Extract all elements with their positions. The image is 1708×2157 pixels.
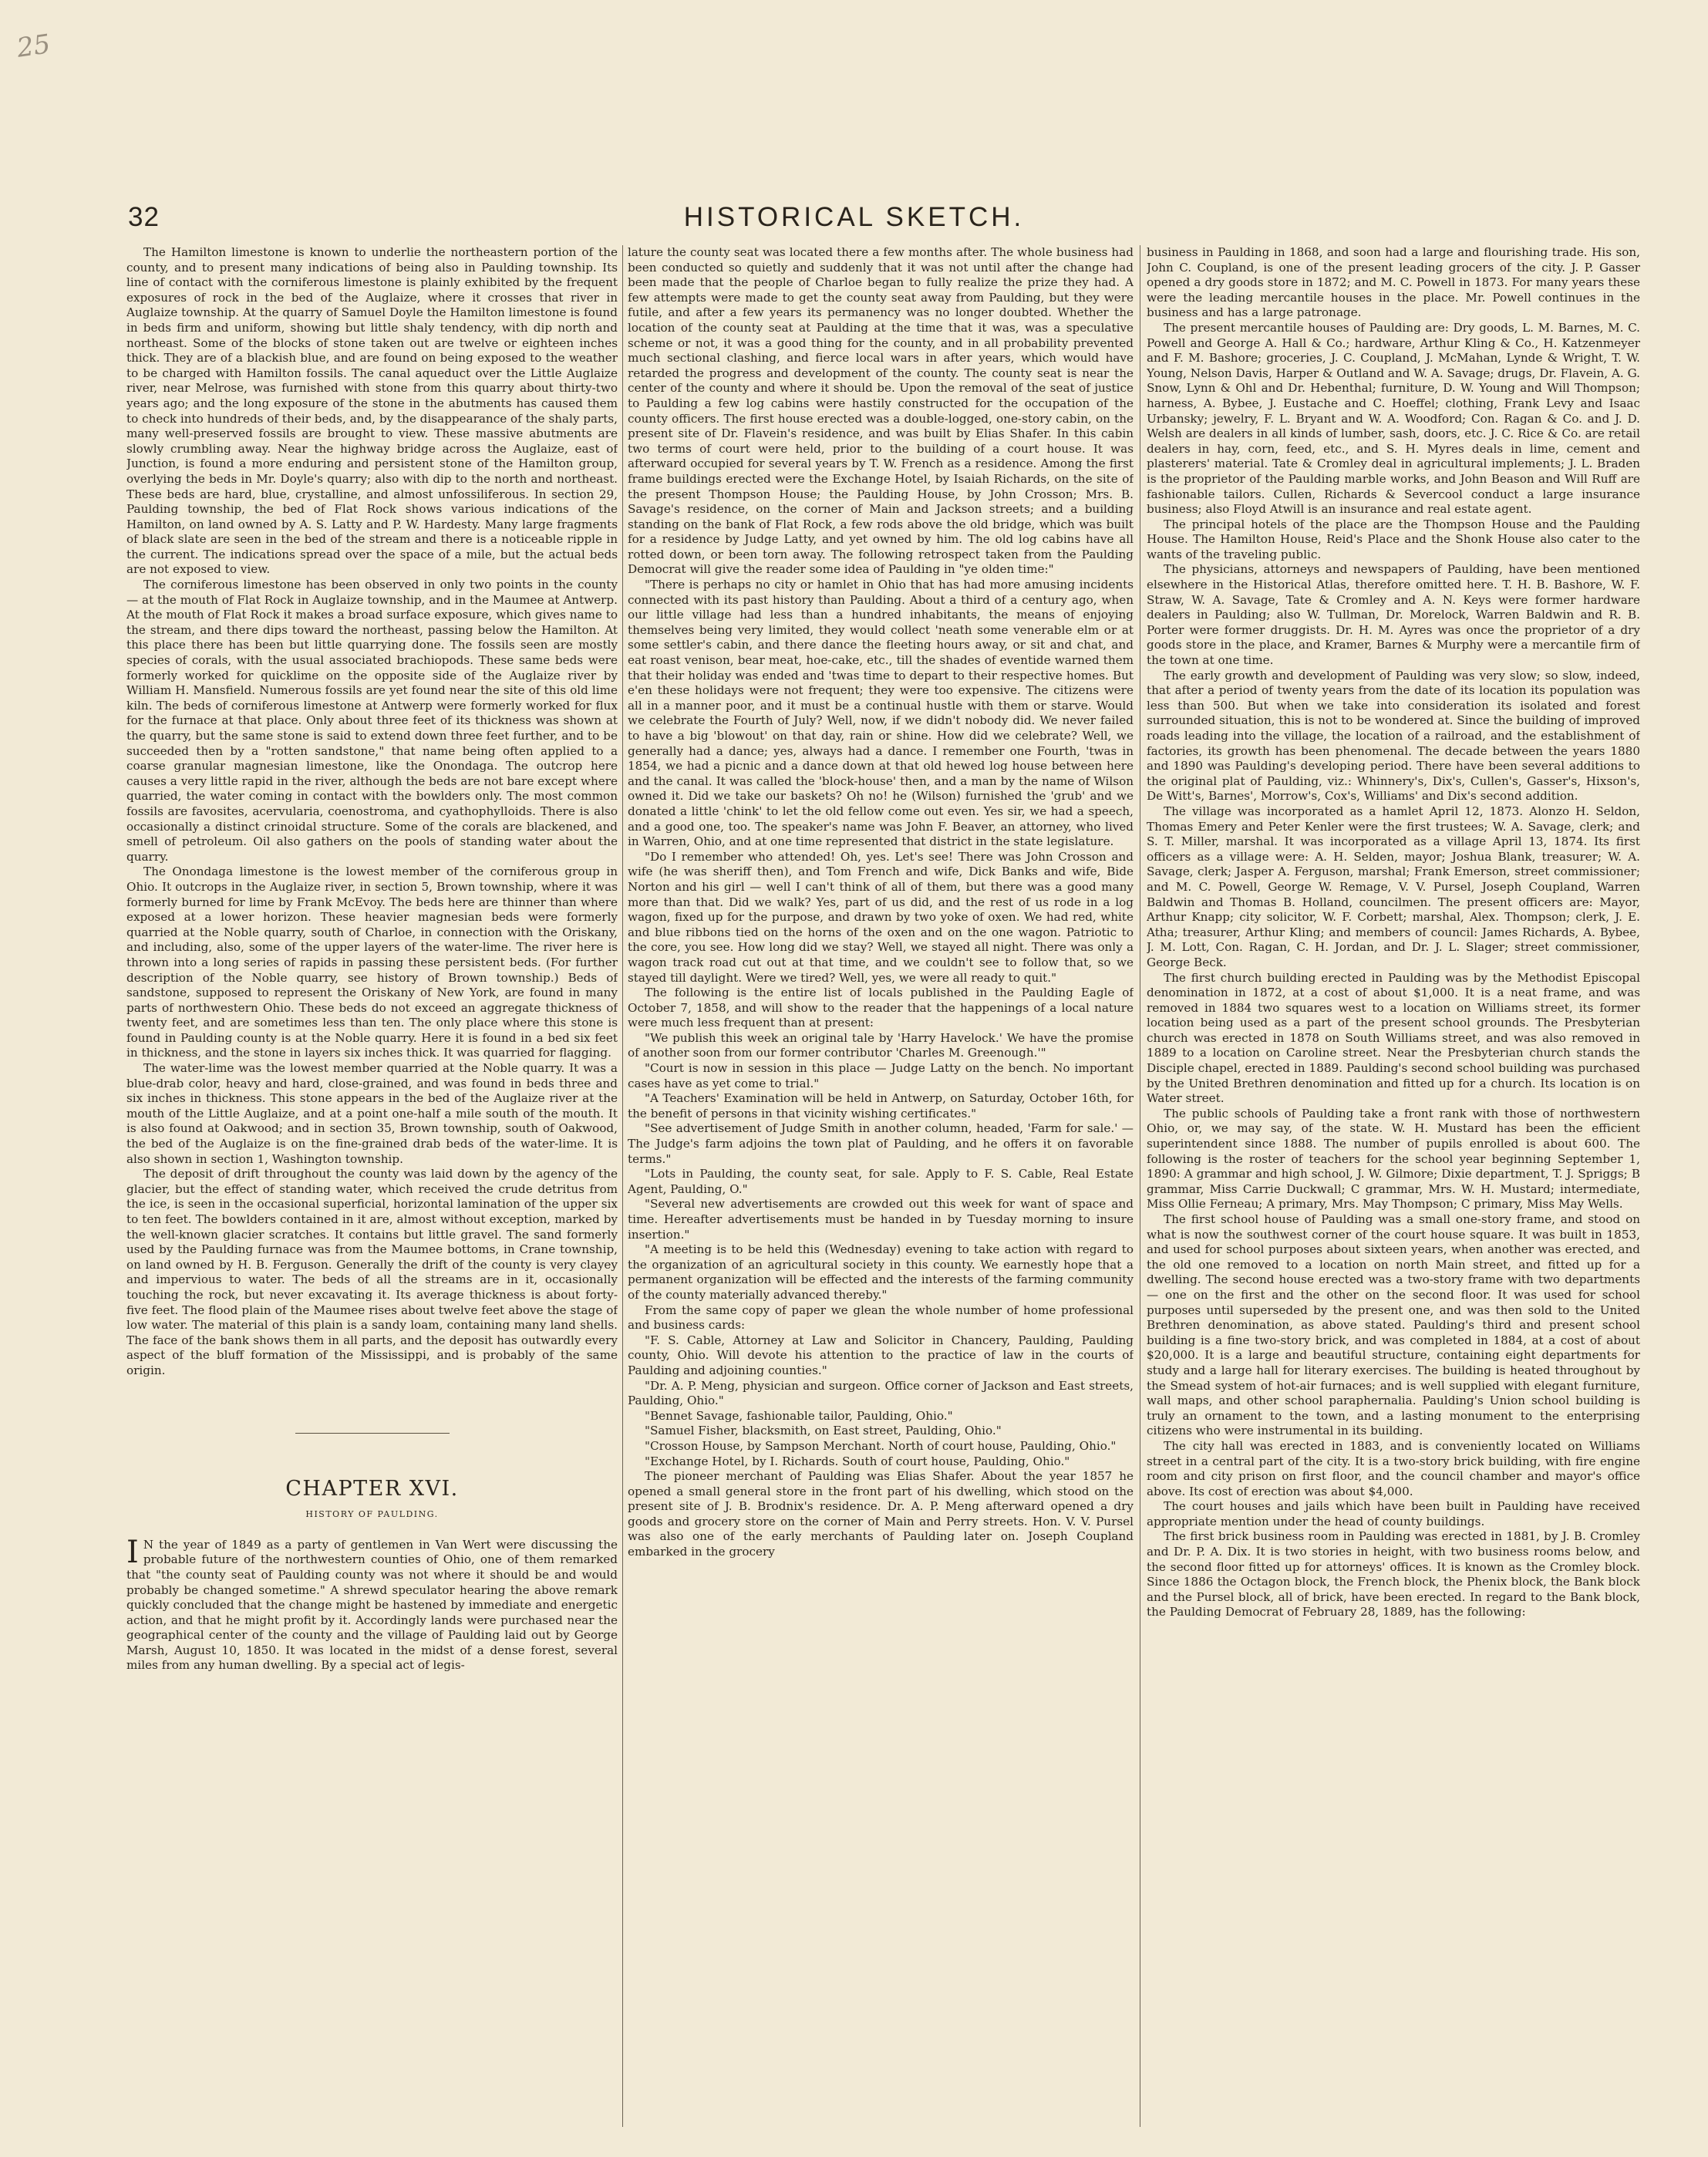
column-2 xyxy=(628,245,1134,2134)
column-divider xyxy=(622,245,623,2127)
paragraph: "We publish this week an original tale by 'Harry Havelock.' We have the promise of another soon from our former contributor 'Charles M. Greenough.'" xyxy=(628,1030,1134,1060)
paragraph: business in Paulding in 1868, and soon had a large and flourishing trade. His son, John C. Coupland, is one of the present leading grocers of the city. J. P. Gasser opened a dry goods store in 1872; and M. C. Powell in 1873. For many years these were the leading mercantile houses in the place. Mr. Powell continues in the business and has a large patronage. xyxy=(1147,245,1640,320)
paragraph: "F. S. Cable, Attorney at Law and Solicitor in Chancery, Paulding, Paulding county, Ohio. Will devote his attention to the practice of law in the courts of Paulding and adjoining counties." xyxy=(628,1333,1134,1377)
chapter-title: CHAPTER XVI. xyxy=(285,1476,459,1501)
paragraph: "Samuel Fisher, blacksmith, on East street, Paulding, Ohio." xyxy=(645,1424,1002,1438)
paragraph: The early growth and development of Paulding was very slow; so slow, indeed, that after a period of twenty years from the date of its location its population was less than 500. But when we take into consideration its isolated and forest surrounded situation, this is not to be wondered at. Since the building of improved roads leading into the village, the location of a railroad, and the establishment of factories, its growth has been phenomenal. The decade between the years 1880 and 1890 was Paulding's developing period. There have been several additions to the original plat of Paulding, viz.: Whinnery's, Dix's, Cullen's, Gasser's, Hixson's, De Witt's, Barnes', Morrow's, Cox's, Williams' and Dix's second addition. xyxy=(1147,668,1640,804)
chapter-opening-text: N the year of 1849 as a party of gentlemen in Van Wert were discussing the probable future of the northwestern counties of Ohio, one of them remarked that "the county seat of Paulding county was not where it should be and would probably be changed sometime." A shrewd speculator hearing the above remark quickly concluded that the change might be hastened by immediate and energetic action, and that he might profit by it. Accordingly lands were purchased near the geographical center of the county and the village of Paulding laid out by George Marsh, August 10, 1850. It was located in the midst of a dense forest, several miles from any human dwelling. By a special act of legis- xyxy=(126,1537,618,1673)
column-1 xyxy=(126,245,618,2134)
paragraph: The corniferous limestone has been observed in only two points in the county — at the mouth of Flat Rock in Auglaize township, and in the Maumee at Antwerp. At the mouth of Flat Rock it makes a broad surface exposure, which gives name to the stream, and there dips toward the northeast, passing below the Hamilton. At this place there has been but little quarrying done. The fossils seen are mostly species of corals, with the usual associated brachiopods. These same beds were formerly worked for quicklime on the opposite side of the Auglaize river by William H. Mansfield. Numerous fossils are yet found near the site of this old lime kiln. The beds of corniferous limestone at Antwerp were formerly worked for flux for the furnace at that place. Only about three feet of its thickness was shown at the quarry, but the same stone is said to extend down three feet further, and to be succeeded then by a "rotten sandstone," that name being often applied to a coarse granular magnesian limestone, like the Onondaga. The outcrop here causes a very little rapid in the river, although the beds are not bare except where quarried, the water coming in contact with the bowlders only. The most common fossils are favosites, acervularia, coenostroma, and cyathophylloids. There is also occasionally a distinct crinoidal structure. Some of the corals are blackened, and smell of petroleum. Oil also gathers on the pools of standing water about the quarry. xyxy=(126,578,618,864)
paragraph: The court houses and jails which have been built in Paulding have received appropriate mention under the head of county buildings. xyxy=(1147,1499,1640,1528)
pencil-annotation: 25 xyxy=(15,29,52,64)
paragraph: The first brick business room in Paulding was erected in 1881, by J. B. Cromley and Dr. P. A. Dix. It is two stories in height, with two business rooms below, and the second floor fitted up for attorneys' offices. It is known as the Cromley block. Since 1886 the Octagon block, the French block, the Phenix block, the Bank block and the Pursel block, all of brick, have been erected. In regard to the Bank block, the Paulding Democrat of February 28, 1889, has the following: xyxy=(1147,1529,1640,1619)
paragraph: "Lots in Paulding, the county seat, for sale. Apply to F. S. Cable, Real Estate Agent, Paulding, O." xyxy=(628,1167,1134,1196)
paragraph: "Do I remember who attended! Oh, yes. Let's see! There was John Crosson and wife (he was sheriff then), and Tom French and wife, Dick Banks and wife, Bide Norton and his girl — well I can't think of all of them, but there was a good many more than that. Did we walk? Yes, part of us did, and the rest of us rode in a log wagon, fixed up for the purpose, and drawn by two yoke of oxen. We had red, white and blue ribbons tied on the horns of the oxen and on the one wagon. Patriotic to the core, you see. How long did we stay? Well, we stayed all night. There was only a wagon track road cut out at that time, and we couldn't see to follow that, so we stayed till daylight. Were we tired? Well, yes, we were all ready to quit." xyxy=(628,849,1134,985)
paragraph: "Crosson House, by Sampson Merchant. North of court house, Paulding, Ohio." xyxy=(645,1438,1117,1453)
paragraph: The Hamilton limestone is known to underlie the northeastern portion of the county, and to present many indications of being also in Paulding township. Its line of contact with the corniferous limestone is plainly exhibited by the frequent exposures of rock in the bed of the Auglaize, where it crosses that river in Auglaize township. At the quarry of Samuel Doyle the Hamilton limestone is found in beds firm and uniform, showing but little shaly tendency, with dip north and northeast. Some of the blocks of stone taken out are twelve or eighteen inches thick. They are of a blackish blue, and are found on being exposed to the weather to be charged with Hamilton fossils. The canal aqueduct over the Little Auglaize river, near Melrose, was furnished with stone from this quarry about thirty-two years ago; and the long exposure of the stone in the abutments has caused them to check into hundreds of their beds, and, by the disappearance of the shaly parts, many well-preserved fossils are brought to view. These massive abutments are slowly crumbling away. Near the highway bridge across the Auglaize, east of Junction, is found a more enduring and persistent stone of the Hamilton group, overlying the beds in Mr. Doyle's quarry; also with dip to the north and northeast. These beds are hard, blue, crystalline, and almost unfossiliferous. In section 29, Paulding township, the bed of Flat Rock shows various indications of the Hamilton, on land owned by A. S. Latty and P. W. Hardesty. Many large fragments of black slate are seen in the bed of the stream and there is a noticeable ripple in the current. The indications spread over the space of a mile, but the actual beds are not exposed to view. xyxy=(126,245,618,577)
paragraph: The following is the entire list of locals published in the Paulding Eagle of October 7, 1858, and will show to the reader that the happenings of a local nature were much less frequent than at present: xyxy=(628,986,1134,1030)
paragraph: The Onondaga limestone is the lowest member of the corniferous group in Ohio. It outcrops in the Auglaize river, in section 5, Brown township, where it was formerly burned for lime by Frank McEvoy. The beds here are thinner than where exposed at a lower horizon. These heavier magnesian beds were formerly quarried at the Noble quarry, south of Charloe, in connection with the Oriskany, and including, also, some of the upper layers of the water-lime. The river here is thrown into a long series of rapids in passing these persistent beds. (For further description of the Noble quarry, see history of Brown township.) Beds of sandstone, supposed to represent the Oriskany of New York, are found in many parts of northwestern Ohio. These beds do not exceed an aggregate thickness of twenty feet, and are sometimes less than ten. The only place where this stone is found in Paulding county is at the Noble quarry. Here it is found in a bed six feet in thickness, and the stone in layers six inches thick. It was quarried for flagging. xyxy=(126,864,618,1060)
paragraph: "A meeting is to be held this (Wednesday) evening to take action with regard to the organization of an agricultural society in this county. We earnestly hope that a permanent organization will be effected and the interests of the farming community of the county materially advanced thereby." xyxy=(628,1242,1134,1302)
column-3 xyxy=(1147,245,1640,2134)
paragraph: "Court is now in session in this place — Judge Latty on the bench. No important cases have as yet come to trial." xyxy=(628,1061,1134,1090)
paragraph: "See advertisement of Judge Smith in another column, headed, 'Farm for sale.' — The Judge's farm adjoins the town plat of Paulding, and he offers it on favorable terms." xyxy=(628,1121,1134,1166)
paragraph: "Several new advertisements are crowded out this week for want of space and time. Hereafter advertisements must be handed in by Tuesday morning to insure insertion." xyxy=(628,1197,1134,1242)
chapter-opening-paragraph xyxy=(126,1534,618,1673)
chapter-subtitle: HISTORY OF PAULDING. xyxy=(305,1509,439,1520)
paragraph: The present mercantile houses of Paulding are: Dry goods, L. M. Barnes, M. C. Powell and George A. Hall & Co.; hardware, Arthur Kling & Co., H. Katzenmeyer and F. M. Bashore; groceries, J. C. Coupland, J. McMahan, Lynde & Wright, T. W. Young, Nelson Davis, Harper & Outland and W. A. Savage; drugs, Dr. Flavein, A. G. Snow, Lynn & Ohl and Dr. Hebenthal; furniture, D. W. Young and Will Thompson; harness, A. Bybee, J. Eustache and C. Hoeffel; clothing, Frank Levy and Isaac Urbansky; jewelry, F. L. Bryant and W. A. Woodford; Con. Ragan & Co. and J. D. Welsh are dealers in all kinds of lumber, sash, doors, etc. J. C. Rice & Co. are retail dealers in hay, corn, feed, etc., and S. H. Myres deals in lime, cement and plasterers' material. Tate & Cromley deal in agricultural implements; J. L. Braden is the proprietor of the Paulding marble works, and John Beason and Will Ruff are fashionable tailors. Cullen, Richards & Severcool conduct a large insurance business; also Floyd Atwill is an insurance and real estate agent. xyxy=(1147,320,1640,517)
page-title: HISTORICAL SKETCH. xyxy=(683,202,1025,232)
paragraph: The deposit of drift throughout the county was laid down by the agency of the glacier, but the effect of standing water, which received the crude detritus from the ice, is seen in the occasional superficial, horizontal lamination of the upper six to ten feet. The bowlders contained in it are, almost without exception, marked by the well-known glacier scratches. It contains but little gravel. The sand formerly used by the Paulding furnace was from the Maumee bottoms, in Crane township, on land owned by H. B. Ferguson. Generally the drift of the county is very clayey and impervious to water. The beds of all the streams are in it, occasionally touching the rock, but never excavating it. Its average thickness is about forty-five feet. The flood plain of the Maumee rises about twelve feet above the stage of low water. The material of this plain is a sandy loam, containing many land shells. The face of the bank shows them in all parts, and the deposit has outwardly every aspect of the bluff formation of the Mississippi, and is probably of the same origin. xyxy=(126,1167,618,1377)
paragraph: From the same copy of paper we glean the whole number of home professional and business cards: xyxy=(628,1303,1134,1333)
page-number: 32 xyxy=(128,202,160,232)
paragraph: "A Teachers' Examination will be held in Antwerp, on Saturday, October 16th, for the benefit of persons in that vicinity wishing certificates." xyxy=(628,1091,1134,1121)
paragraph: The city hall was erected in 1883, and is conveniently located on Williams street in a central part of the city. It is a two-story brick building, with fire engine room and city prison on first floor, and the council chamber and mayor's office above. Its cost of erection was about $4,000. xyxy=(1147,1438,1640,1498)
paragraph: "There is perhaps no city or hamlet in Ohio that has had more amusing incidents connected with its past history than Paulding. About a third of a century ago, when our little village had less than a hundred inhabitants, the means of enjoying themselves being very limited, they would collect 'neath some venerable elm or at some settler's cabin, and there dance the fleeting hours away, or sit and chat, and eat roast venison, bear meat, hoe-cake, etc., till the shades of eventide warned them that their holiday was ended and 'twas time to depart to their respective homes. But e'en these holidays were not frequent; they were too expensive. The citizens were all in a manner poor, and it must be a continual hustle with them or starve. Would we celebrate the Fourth of July? Well, now, if we didn't nobody did. We never failed to have a big 'blowout' on that day, rain or shine. How did we celebrate? Well, we generally had a dance; yes, always had a dance. I remember one Fourth, 'twas in 1854, we had a picnic and a dance down at that old hewed log house between here and the canal. It was called the 'block-house' then, and a man by the name of Wilson owned it. Did we take our baskets? Oh no! he (Wilson) furnished the 'grub' and we donated a little 'chink' to let the old fellow come out even. Yes sir, we had a speech, and a good one, too. The speaker's name was John F. Beaver, an attorney, who lived in Warren, Ohio, and at one time represented that district in the state legislature. xyxy=(628,578,1134,849)
paragraph: The village was incorporated as a hamlet April 12, 1873. Alonzo H. Seldon, Thomas Emery and Peter Kenler were the first trustees; W. A. Savage, clerk; and S. T. Miller, marshal. It was incorporated as a village April 13, 1874. Its first officers as a village were: A. H. Selden, mayor; Joshua Blank, treasurer; W. A. Savage, clerk; Jasper A. Ferguson, marshal; Frank Emerson, street commissioner; and M. C. Powell, George W. Remage, V. V. Pursel, Joseph Coupland, Warren Baldwin and Thomas B. Holland, councilmen. The present officers are: Mayor, Arthur Knapp; city solicitor, W. F. Corbett; marshal, Alex. Thompson; clerk, J. E. Atha; treasurer, Arthur Kling; and members of council: James Richards, A. Bybee, J. M. Lott, Con. Ragan, C. H. Jordan, and Dr. J. L. Slager; street commissioner, George Beck. xyxy=(1147,804,1640,969)
paragraph: "Bennet Savage, fashionable tailor, Paulding, Ohio." xyxy=(645,1408,953,1423)
paragraph: The first school house of Paulding was a small one-story frame, and stood on what is now the southwest corner of the court house square. It was built in 1853, and used for school purposes about sixteen years, when another was erected, and the old one removed to a location on north Main street, and fitted up for a dwelling. The second house erected was a two-story frame with two departments — one on the first and the other on the second floor. It was used for school purposes until superseded by the present one, and was then sold to the United Brethren denomination, as above stated. Paulding's third and present school building is a fine two-story brick, and was completed in 1884, at a cost of about $20,000. It is a large and beautiful structure, containing eight departments for study and a large hall for literary exercises. The building is heated throughout by the Smead system of hot-air furnaces; and is well supplied with elegant furniture, wall maps, and other school paraphernalia. Paulding's Union school building is truly an ornament to the town, and a lasting monument to the enterprising citizens who were instrumental in its building. xyxy=(1147,1212,1640,1438)
paragraph: The pioneer merchant of Paulding was Elias Shafer. About the year 1857 he opened a small general store in the front part of his dwelling, which stood on the present site of J. B. Brodnix's residence. Dr. A. P. Meng afterward opened a dry goods and grocery store on the corner of Main and Perry streets. Hon. V. V. Pursel was also one of the early merchants of Paulding later on. Joseph Coupland embarked in the grocery xyxy=(628,1469,1134,1559)
paragraph: The principal hotels of the place are the Thompson House and the Paulding House. The Hamilton House, Reid's Place and the Shonk House also cater to the wants of the traveling public. xyxy=(1147,517,1640,561)
paragraph: The physicians, attorneys and newspapers of Paulding, have been mentioned elsewhere in the Historical Atlas, therefore omitted here. T. H. B. Bashore, W. F. Straw, W. A. Savage, Tate & Cromley and A. N. Keys were former hardware dealers in Paulding; also W. Tullman, Dr. Morelock, Warren Baldwin and R. B. Porter were former druggists. Dr. H. M. Ayres was once the proprietor of a dry goods store in the place, and Kramer, Barnes & Murphy were a mercantile firm of the town at one time. xyxy=(1147,562,1640,668)
chapter-divider xyxy=(295,1433,450,1434)
paragraph: "Exchange Hotel, by I. Richards. South of court house, Paulding, Ohio." xyxy=(645,1454,1070,1468)
paragraph: The public schools of Paulding take a front rank with those of northwestern Ohio, or, we may say, of the state. W. H. Mustard has been the efficient superintendent since 1888. The number of pupils enrolled is about 600. The following is the roster of teachers for the school year beginning September 1, 1890: A grammar and high school, J. W. Gilmore; Dixie department, T. J. Spriggs; B grammar, Miss Carrie Duckwall; C grammar, Mrs. W. H. Mustard; intermediate, Miss Ollie Ferneau; A primary, Mrs. May Thompson; C primary, Miss May Wells. xyxy=(1147,1106,1640,1212)
paragraph: The water-lime was the lowest member quarried at the Noble quarry. It was a blue-drab color, heavy and hard, close-grained, and was found in beds three and six inches in thickness. This stone appears in the bed of the Auglaize river at the mouth of the Little Auglaize, and at a point one-half a mile south of the mouth. It is also found at Oakwood; and in section 35, Brown township, south of Oakwood, the bed of the Auglaize is on the fine-grained drab beds of the water-lime. It is also shown in section 1, Washington township. xyxy=(126,1061,618,1166)
drop-cap: I xyxy=(126,1534,139,1570)
paragraph: "Dr. A. P. Meng, physician and surgeon. Office corner of Jackson and East streets, Paulding, Ohio." xyxy=(628,1378,1134,1408)
paragraph: lature the county seat was located there a few months after. The whole business had been conducted so quietly and suddenly that it was not until after the change had been made that the people of Charloe began to fully realize the prize they had. A few attempts were made to get the county seat away from Paulding, but they were futile, and after a few years its permanency was no longer doubted. Whether the location of the county seat at Paulding at the time that it was, was a speculative scheme or not, it was a good thing for the county, and in all probability prevented much sectional clashing, and fierce local wars in after years, which would have retarded the progress and development of the county. The county seat is near the center of the county and where it should be. Upon the removal of the seat of justice to Paulding a few log cabins were hastily constructed for the occupation of the county officers. The first house erected was a double-logged, one-story cabin, on the present site of Dr. Flavein's residence, and was built by Elias Shafer. In this cabin two terms of court were held, prior to the building of a court house. It was afterward occupied for several years by T. W. French as a residence. Among the first frame buildings erected were the Exchange Hotel, by Isaiah Richards, on the site of the present Thompson House; the Paulding House, by John Crosson; Mrs. B. Savage's residence, on the corner of Main and Jackson streets; and a building standing on the bank of Flat Rock, a few rods above the old bridge, which was built for a residence by Judge Latty, and yet owned by him. The old log cabins have all rotted down, or been torn away. The following retrospect taken from the Paulding Democrat will give the reader some idea of Paulding in "ye olden time:" xyxy=(628,245,1134,577)
paragraph: The first church building erected in Paulding was by the Methodist Episcopal denomination in 1872, at a cost of about $1,000. It is a neat frame, and was removed in 1884 two squares west to a location on Williams street, its former location being used as a part of the present school grounds. The Presbyterian church was erected in 1878 on South Williams street, and was also removed in 1889 to a location on Caroline street. Near the Presbyterian church stands the Disciple chapel, erected in 1889. Paulding's second school building was purchased by the United Brethren denomination and fitted up for a church. Its location is on Water street. xyxy=(1147,970,1640,1106)
